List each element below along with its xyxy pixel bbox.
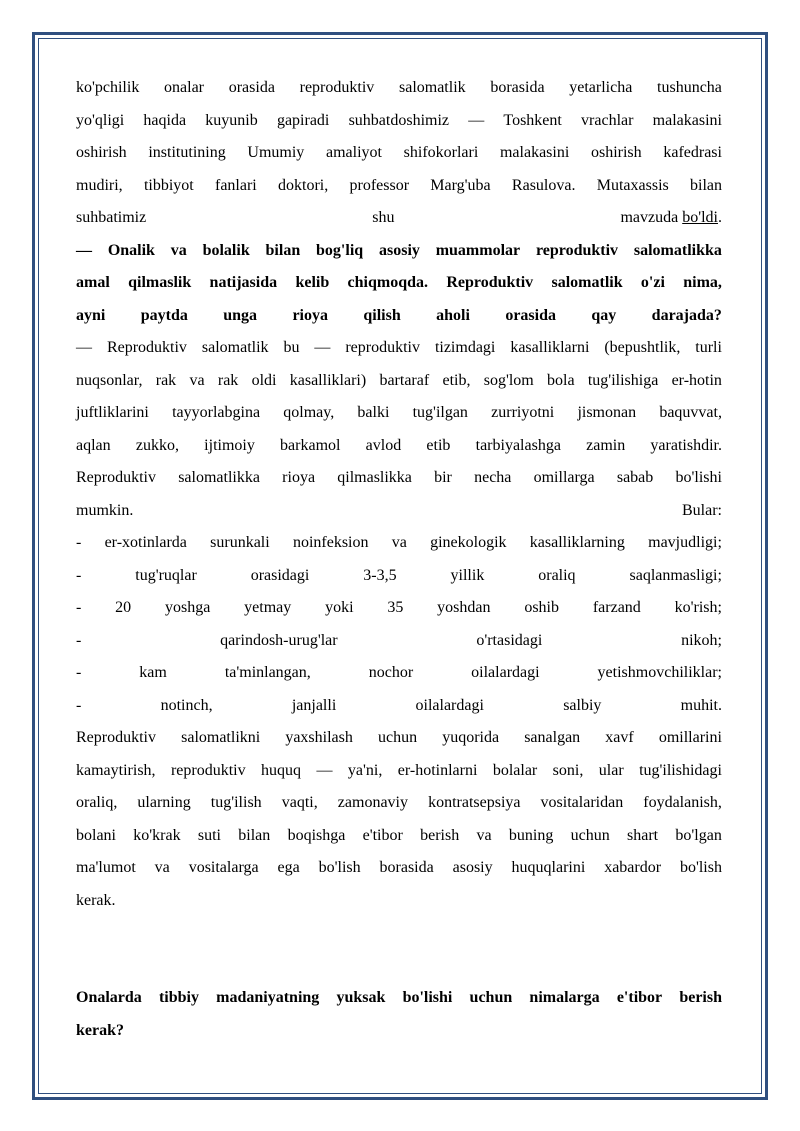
word: bilan (238, 826, 271, 844)
word: kafedrasi (663, 144, 722, 161)
word: tug'ilishidagi (639, 761, 722, 779)
question-line (76, 300, 722, 333)
word: sanalgan (524, 729, 581, 746)
word: omillarga (533, 469, 595, 486)
word: tug'ilish (210, 794, 262, 811)
word: oshirish (76, 144, 127, 161)
word: professor (349, 176, 410, 194)
word: ega (277, 859, 300, 876)
word: kerak? (76, 1021, 124, 1039)
word: borasida (379, 859, 434, 876)
word: boqishga (287, 826, 346, 844)
word: bolalar (492, 761, 538, 779)
word: o'zi (640, 274, 665, 291)
question-line-last (76, 1015, 722, 1048)
word: e'tibor (362, 826, 403, 844)
word: bo'lish (679, 859, 722, 876)
word: barkamol (280, 436, 341, 454)
word: bu (283, 339, 300, 356)
word: (bepushtlik, (604, 339, 681, 356)
word: Marg'uba (430, 176, 491, 194)
word: etib (426, 436, 451, 454)
word: qilmaslik (128, 274, 192, 291)
text-line (76, 755, 722, 788)
word: yoshdan (437, 599, 491, 616)
word: kerak. (76, 891, 116, 909)
text-line (76, 495, 722, 528)
word: mumkin. (76, 501, 134, 519)
list-item (76, 592, 722, 625)
word: nochor (368, 664, 414, 681)
word: noinfeksion (292, 534, 369, 551)
text-line (76, 365, 722, 398)
word: ularning (137, 794, 191, 811)
word: bo'lgan (675, 826, 722, 844)
word: rak (155, 371, 177, 389)
word: asosiy (378, 241, 420, 259)
text-line-last (76, 885, 722, 918)
word: omillarini (658, 729, 722, 746)
question-line (76, 982, 722, 1015)
word: kasalliklarni (510, 339, 590, 356)
word: foydalanish, (643, 794, 722, 811)
word: Onalarda (76, 989, 142, 1006)
word: qarindosh-urug'lar (220, 631, 338, 649)
word: jismonan (577, 404, 637, 421)
word: bo'lish (318, 859, 361, 876)
word: natijasida (209, 274, 278, 291)
word: amal (76, 274, 110, 291)
word: notinch, (160, 696, 213, 714)
word: salbiy (563, 696, 602, 714)
word: - (76, 664, 82, 681)
word: - (76, 566, 82, 584)
word: chiqmoqda. (347, 274, 429, 291)
word: va (170, 241, 187, 259)
word: er-xotinlarda (104, 534, 187, 551)
word: malakasini (652, 111, 722, 129)
word: — (316, 761, 333, 779)
word: yetishmovchiliklar; (597, 664, 722, 681)
word: buning (508, 826, 554, 844)
word: balki (357, 404, 390, 421)
word: Rasulova. (511, 176, 576, 194)
word: yuksak (336, 989, 386, 1006)
word: uchun (377, 729, 418, 746)
word: bola (547, 371, 575, 389)
word: bo'lishi (675, 469, 722, 486)
word: nima, (683, 274, 722, 291)
word: bog'liq (316, 241, 364, 259)
word: surunkali (210, 534, 270, 551)
word: yetmay (244, 599, 292, 616)
word: Reproduktiv (76, 729, 156, 746)
word: Umumiy (247, 144, 305, 161)
word: va (391, 534, 407, 551)
word: shart (627, 826, 659, 844)
question-line (76, 235, 722, 268)
list-item (76, 560, 722, 593)
word: darajada? (651, 306, 722, 324)
word: kuyunib (205, 111, 258, 129)
word: Onalik (107, 241, 155, 259)
word: salomatlik (201, 339, 269, 356)
word: ayni (76, 306, 106, 324)
word: aqlan (76, 436, 111, 454)
word: qolmay, (283, 404, 335, 421)
word: - (76, 599, 82, 616)
word: kontratsepsiya (428, 794, 521, 811)
list-item (76, 527, 722, 560)
word: tizimdagi (434, 339, 496, 356)
word: Reproduktiv (106, 339, 187, 356)
text-line (76, 170, 722, 203)
word: aholi (436, 306, 470, 324)
word: salomatlikka (633, 241, 722, 259)
word: bilan (690, 176, 722, 194)
text-line (76, 787, 722, 820)
word: yaxshilash (285, 729, 353, 746)
word: qay (591, 306, 617, 324)
word: suti (197, 826, 221, 844)
word: yuqorida (442, 729, 500, 746)
word: oldi (251, 371, 277, 389)
word: ijtimoiy (204, 436, 255, 454)
word: janjalli (291, 696, 337, 714)
word: orasida (228, 79, 275, 96)
list-item (76, 690, 722, 723)
word: zurriyotni (491, 404, 555, 421)
word: muammolar (435, 241, 521, 259)
word: yaratishdir. (650, 436, 722, 454)
word: vositalaridan (540, 794, 624, 811)
text-line (76, 72, 722, 105)
word: kelib (295, 274, 330, 291)
word: borasida (490, 79, 545, 96)
question-line (76, 267, 722, 300)
word: uchun (570, 826, 610, 844)
word: huquqlarini (511, 859, 586, 876)
word: zamonaviy (337, 794, 408, 811)
word: tug'ilgan (412, 404, 468, 421)
word: ya'ni, (347, 761, 383, 779)
word: shu (372, 209, 395, 226)
word: mudiri, (76, 176, 123, 194)
word: oilalardagi (415, 696, 484, 714)
word: yoki (325, 599, 354, 616)
word-group: mavzuda bo'ldi. (620, 209, 722, 226)
word: yoshga (164, 599, 211, 616)
word: ko'pchilik (76, 79, 140, 96)
word: - (76, 534, 82, 551)
list-item (76, 657, 722, 690)
word: amaliyot (325, 144, 382, 161)
word: suhbatimiz (76, 209, 147, 226)
word: 20 (115, 599, 132, 616)
word: etib, (442, 371, 471, 389)
word: doktori, (278, 176, 329, 194)
word: nuqsonlar, (76, 371, 143, 389)
text-line (76, 137, 722, 170)
word: nimalarga (529, 989, 600, 1006)
word: Mutaxassis (596, 176, 669, 194)
word: salomatlikni (181, 729, 261, 746)
word: kasalliklari) (289, 371, 367, 389)
word: salomatlikka (178, 469, 260, 486)
word: Reproduktiv (446, 274, 534, 291)
word: yillik (450, 566, 485, 584)
word: madaniyatning (216, 989, 320, 1006)
word: sabab (616, 469, 654, 486)
word: necha (474, 469, 512, 486)
word: 35 (387, 599, 404, 616)
word: tug'ruqlar (135, 566, 197, 584)
word: oraliq, (76, 794, 118, 811)
word: — (76, 339, 92, 356)
word: uchun (469, 989, 513, 1006)
text-line (76, 722, 722, 755)
text-link[interactable]: bo'ldi (682, 209, 718, 226)
word: xavf (605, 729, 634, 746)
word: vositalarga (188, 859, 259, 876)
document-body (76, 72, 722, 1047)
word: gapiradi (276, 111, 330, 129)
word: nikoh; (681, 631, 722, 649)
list-item (76, 625, 722, 658)
word: ginekologik (430, 534, 507, 551)
word: qilish (363, 306, 401, 324)
word: tug'ilishiga (587, 371, 659, 389)
word: qilmaslikka (337, 469, 412, 486)
word: kamaytirish, (76, 761, 156, 779)
word: oraliq (538, 566, 576, 584)
word: salomatlik (551, 274, 623, 291)
word: xabardor (604, 859, 662, 876)
word: huquq (261, 761, 302, 779)
word: va (154, 859, 170, 876)
word: tarbiyalashga (475, 436, 561, 454)
word: soni, (552, 761, 584, 779)
word: - (76, 631, 82, 649)
text-line (76, 820, 722, 853)
word: turli (695, 339, 722, 356)
word: yo'qligi (76, 111, 125, 129)
word: berish (420, 826, 460, 844)
word: zamin (586, 436, 626, 454)
word: avlod (365, 436, 402, 454)
word: unga (223, 306, 258, 324)
word: salomatlik (398, 79, 466, 96)
word: Bular: (682, 501, 722, 519)
word: reproduktiv (345, 339, 420, 356)
word: tayyorlabgina (172, 404, 261, 421)
word: - (76, 696, 82, 714)
word: farzand (592, 599, 641, 616)
word: orasidagi (250, 566, 310, 584)
word: reproduktiv (170, 761, 246, 779)
word: oshirish (590, 144, 642, 161)
word: bir (434, 469, 452, 486)
word: malakasini (499, 144, 570, 161)
word: rioya (282, 469, 316, 486)
word: muhit. (680, 696, 722, 714)
word: kam (139, 664, 167, 681)
word: zukko, (135, 436, 179, 454)
word: oilalardagi (471, 664, 540, 681)
word: er-hotinlarni (397, 761, 478, 779)
word: tushuncha (657, 79, 722, 96)
word: shifokorlari (403, 144, 479, 161)
text-line-last (76, 202, 722, 235)
word: rak (217, 371, 239, 389)
word: bilan (265, 241, 301, 259)
word: bolalik (202, 241, 250, 259)
word: paytda (140, 306, 188, 324)
text-line (76, 462, 722, 495)
word: oshib (524, 599, 559, 616)
word: baquvvat, (659, 404, 722, 421)
word: berish (679, 989, 722, 1006)
word: reproduktiv (535, 241, 619, 259)
word: 3-3,5 (363, 566, 397, 584)
word: e'tibor (616, 989, 663, 1006)
text-line (76, 397, 722, 430)
text-line (76, 852, 722, 885)
word: haqida (143, 111, 187, 129)
text-line (76, 430, 722, 463)
word: ma'lumot (76, 859, 136, 876)
word: suhbatdoshimiz (348, 111, 449, 129)
word: ta'minlangan, (224, 664, 311, 681)
word: juftliklarini (76, 404, 149, 421)
word: saqlanmasligi; (629, 566, 722, 584)
word: rioya (292, 306, 328, 324)
word: sog'lom (483, 371, 534, 389)
word: asosiy (452, 859, 493, 876)
word: bolani (76, 826, 116, 844)
word: Toshkent (503, 111, 562, 129)
text-line (76, 105, 722, 138)
word: kasalliklarning (529, 534, 625, 551)
word: institutining (148, 144, 226, 161)
word: ko'krak (133, 826, 181, 844)
word: orasida (505, 306, 556, 324)
word: tibbiy (158, 989, 199, 1006)
word: ular (598, 761, 624, 779)
word: — (76, 241, 92, 259)
word: fanlari (214, 176, 257, 194)
word: — (468, 111, 485, 129)
word: yetarlicha (569, 79, 633, 96)
word: er-hotin (671, 371, 722, 389)
word: bo'lishi (402, 989, 453, 1006)
word: va (189, 371, 205, 389)
word: onalar (164, 79, 205, 96)
word: mavjudligi; (648, 534, 722, 551)
word: tibbiyot (143, 176, 194, 194)
word: Reproduktiv (76, 469, 156, 486)
word: ko'rish; (674, 599, 722, 616)
word: vrachlar (581, 111, 634, 129)
word: reproduktiv (299, 79, 375, 96)
text-line (76, 332, 722, 365)
word: va (476, 826, 492, 844)
word: o'rtasidagi (476, 631, 543, 649)
word: vaqti, (281, 794, 318, 811)
blank-space (76, 917, 722, 982)
word: — (314, 339, 331, 356)
word: bartaraf (379, 371, 430, 389)
